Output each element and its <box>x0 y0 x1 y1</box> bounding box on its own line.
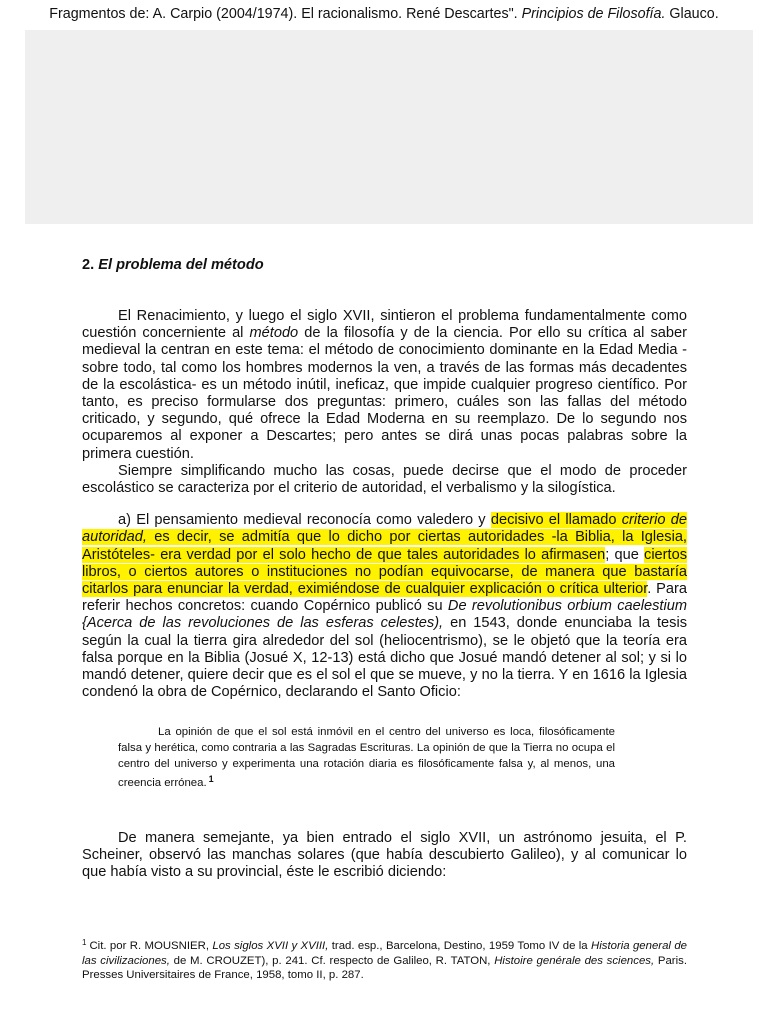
fn-italic-3: Histoire genérale des sciences, <box>494 954 655 967</box>
paragraph-renacimiento <box>82 308 687 463</box>
fn-text-a: Cit. por R. MOUSNIER, <box>89 940 213 952</box>
fn-text-b: trad. esp., Barcelona, Destino, 1959 Tomo IV de la <box>328 940 591 952</box>
fn-text-c: de M. CROUZET), p. 241. Cf. respecto de Galileo, R. TATON, <box>169 954 495 967</box>
fn-italic-2: Historia general de las civilizaciones, <box>82 940 687 967</box>
footnote-number: 1 <box>82 938 87 947</box>
gray-placeholder-block <box>25 30 753 224</box>
p3-italic-de-revolutionibus: De revolutionibus orbium caelestium {Acerca de las revoluciones de las esferas celestes), <box>82 598 688 632</box>
p3-text-b: ; que <box>605 546 645 563</box>
section-title: El problema del método <box>98 257 264 273</box>
paragraph-simplificando: Siempre simplificando mucho las cosas, puede decirse que el modo de proceder escolástico se caracteriza por el criterio de autoridad, el verbalismo y la silogística. <box>82 462 687 497</box>
highlight-2: ciertos libros, o ciertos autores o instituciones no podían equivocarse, de manera que bastaría citarlos para enunciar la verdad, eximiéndose de cualquier explicación o crítica ulterior <box>82 546 687 598</box>
footnote <box>82 936 687 983</box>
paragraph-criterio-autoridad <box>82 512 687 701</box>
hl1-text: decisivo el llamado <box>490 512 622 529</box>
section-number: 2. <box>82 257 95 273</box>
quote-text: La opinión de que el sol está inmóvil en el centro del universo es loca, filosóficamente falsa y herética, como contraria a las Sagradas Escrituras. La opinión de que la Tierra no ocupa el centro del universo y experimenta una rotación diaria es filosóficamente falsa y, al menos, una creencia errónea. <box>118 726 615 790</box>
fn-italic-1: Los siglos XVII y XVIII, <box>212 940 329 952</box>
section-heading <box>82 256 687 274</box>
p3-text-d: en 1543, donde enunciaba la tesis según la cual la tierra gira alrededor del sol (heliocentrismo), se le objetó que la teoría era falsa porque en la Biblia (Josué X, 12-13) está dicho que Josué mandó detener al sol; y si lo mandó detener, quiere decir que es el sol el que se mueve, y no la tierra. Y en 1616 la Iglesia condenó la obra de Copérnico, declarando el Santo Oficio: <box>82 615 687 701</box>
p1-text-a: El Renacimiento, y luego el siglo XVII, sintieron el problema fundamentalmente como cuestión concerniente al <box>82 308 687 342</box>
hl2-text: es decir, se admitía que lo dicho por ciertas autoridades -la Biblia, la Iglesia, Aristóteles- era verdad por el solo hecho de que tales autoridades lo afirmasen <box>82 529 687 563</box>
p3-text-a: a) El pensamiento medieval reconocía como valedero y <box>118 512 491 529</box>
block-quote <box>118 725 615 791</box>
header-citation: Fragmentos de: A. Carpio (2004/1974). El racionalismo. René Descartes". <box>49 6 522 22</box>
hl-italic-criterio: criterio de autoridad, <box>82 512 687 546</box>
paragraph-scheiner: De manera semejante, ya bien entrado el siglo XVII, un astrónomo jesuita, el P. Scheiner, observó las manchas solares (que había descubierto Galileo), y al comunicar lo que había visto a su provincial, éste le escribió diciendo: <box>82 829 687 881</box>
p1-italic-metodo: método <box>249 325 299 342</box>
page-header <box>0 4 768 24</box>
document-body <box>82 256 687 881</box>
p3-text-c: . Para referir hechos concretos: cuando Copérnico publicó su <box>82 581 687 615</box>
header-publisher: Glauco. <box>665 6 719 22</box>
header-book-title: Principios de Filosofía. <box>521 6 666 22</box>
footnote-ref: 1 <box>208 774 214 785</box>
fn-text-d: Paris. Presses Universitaires de France, 1958, tomo II, p. 287. <box>82 954 687 982</box>
p1-text-c: de la filosofía y de la ciencia. Por ello su crítica al saber medieval la centran en este tema: el método de conocimiento dominante en la Edad Media -sobre todo, tal como los hombres modernos la ven, a través de las formas más decadentes de la escolástica- es un método inútil, ineficaz, que impide cualquier progreso científico. Por tanto, es preciso formularse dos preguntas: primero, cuáles son las fallas del método criticado, y segundo, qué ofrece la Edad Moderna en su reemplazo. De lo segundo nos ocuparemos al exponer a Descartes; pero antes se dirá unas pocas palabras sobre la primera cuestión. <box>82 325 687 462</box>
